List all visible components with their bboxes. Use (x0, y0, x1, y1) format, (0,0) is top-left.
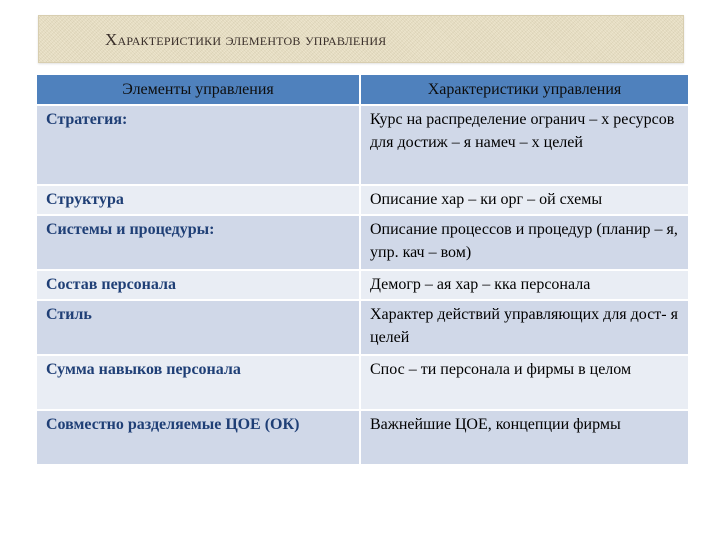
table-row (37, 270, 688, 300)
column-header-elements: Элементы управления (37, 75, 360, 105)
table-row (37, 185, 688, 215)
element-name-cell: Стратегия: (37, 105, 360, 185)
element-description-cell: Важнейшие ЦОЕ, концепции фирмы (360, 410, 688, 465)
table-row (37, 410, 688, 465)
element-name-cell: Структура (37, 185, 360, 215)
element-name-cell: Состав персонала (37, 270, 360, 300)
element-description-cell: Описание процессов и процедур (планир – я, упр. кач – вом) (360, 215, 688, 270)
element-name-cell: Стиль (37, 300, 360, 355)
controls-table (37, 75, 688, 466)
title-banner (38, 15, 684, 63)
element-description-cell: Описание хар – ки орг – ой схемы (360, 185, 688, 215)
table-header-row (37, 75, 688, 105)
table-row (37, 355, 688, 410)
slide-title: Характеристики элементов управления (105, 30, 387, 49)
table-row (37, 215, 688, 270)
element-description-cell: Характер действий управляющих для дост- я целей (360, 300, 688, 355)
element-name-cell: Сумма навыков персонала (37, 355, 360, 410)
element-name-cell: Системы и процедуры: (37, 215, 360, 270)
element-description-cell: Курс на распределение огранич – х ресурсов для достиж – я намеч – х целей (360, 105, 688, 185)
element-description-cell: Демогр – ая хар – кка персонала (360, 270, 688, 300)
element-description-cell: Спос – ти персонала и фирмы в целом (360, 355, 688, 410)
element-name-cell: Совместно разделяемые ЦОЕ (ОК) (37, 410, 360, 465)
table-row (37, 105, 688, 185)
table-row (37, 300, 688, 355)
column-header-characteristics: Характеристики управления (360, 75, 688, 105)
